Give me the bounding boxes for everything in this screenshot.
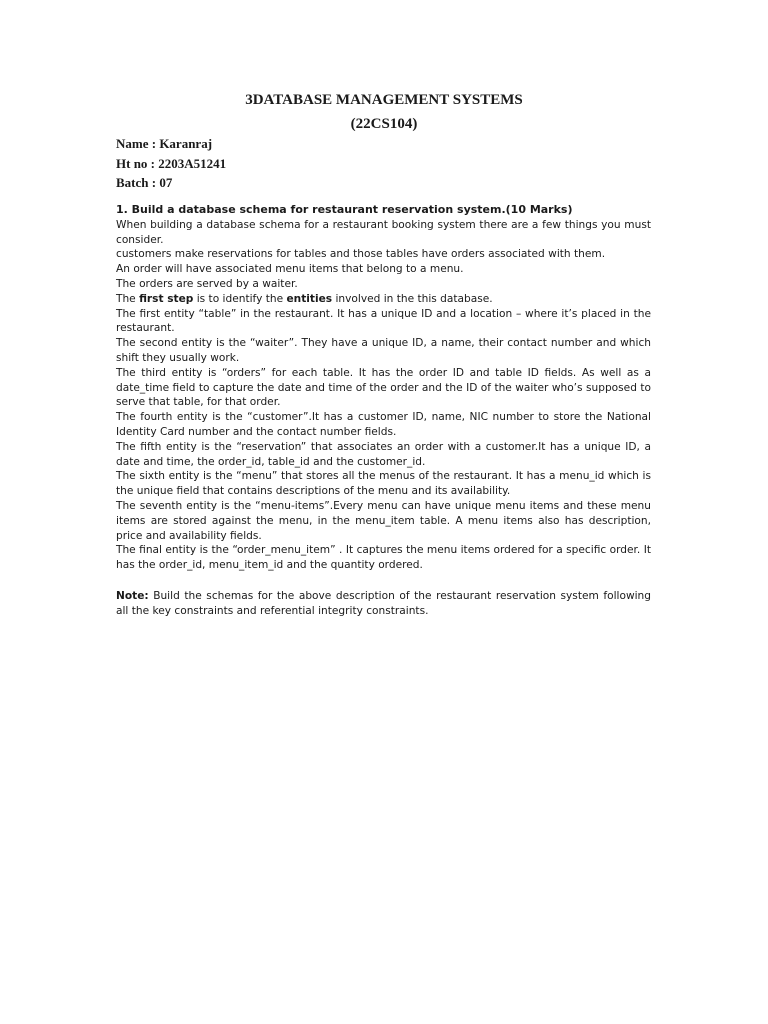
text-run: is to identify the xyxy=(193,292,287,305)
paragraph-entity-order-menu-item: The final entity is the “order_menu_item” . It captures the menu items ordered for a specific order. It has the order_id, menu_item_id and the quantity ordered. xyxy=(116,544,651,572)
note-label: Note: xyxy=(116,589,149,602)
paragraph: The orders are served by a waiter. xyxy=(116,277,298,290)
paragraph-entity-waiter: The second entity is the “waiter”. They have a unique ID, a name, their contact number and which shift they usually work. xyxy=(116,337,651,364)
bold-first-step: first step xyxy=(139,292,194,305)
question-heading: 1. Build a database schema for restaurant reservation system.(10 Marks) xyxy=(116,203,573,216)
course-code: (22CS104) xyxy=(350,116,418,132)
question-body xyxy=(116,203,651,619)
paragraph-entity-menu-items: The seventh entity is the “menu-items”.Every menu can have unique menu items and these menu items are stored against the menu, in the menu_item table. A menu items also has description, price and availability fields. xyxy=(116,499,651,542)
paragraph-entity-customer: The fourth entity is the “customer”.It has a customer ID, name, NIC number to store the National Identity Card number and the contact number fields. xyxy=(116,411,651,438)
paragraph: When building a database schema for a restaurant booking system there are a few things you must consider. xyxy=(116,218,651,246)
student-name: Name : Karanraj xyxy=(116,136,213,151)
paragraph: An order will have associated menu items that belong to a menu. xyxy=(116,263,464,276)
paragraph-entity-table: The first entity “table” in the restaurant. It has a unique ID and a location – where it’s placed in the restaurant. xyxy=(116,307,651,335)
text-run: The xyxy=(116,292,140,305)
paragraph-entity-reservation: The fifth entity is the “reservation” that associates an order with a customer.It has a unique ID, a date and time, the order_id, table_id and the customer_id. xyxy=(116,440,651,468)
document-title: 3DATABASE MANAGEMENT SYSTEMS xyxy=(245,92,523,108)
student-batch: Batch : 07 xyxy=(116,175,173,190)
paragraph-entity-orders: The third entity is “orders” for each table. It has the order ID and table ID fields. As well as a date_time field to capture the date and time of the order and the ID of the waiter who’s supposed to serve that table, for that order. xyxy=(116,366,651,409)
paragraph: customers make reservations for tables and those tables have orders associated with them. xyxy=(116,248,606,261)
note-text: Build the schemas for the above description of the restaurant reservation system following all the key constraints and referential integrity constraints. xyxy=(116,589,651,617)
bold-entities: entities xyxy=(286,292,333,305)
paragraph-first-step xyxy=(116,292,651,307)
note-paragraph xyxy=(116,589,651,619)
student-ht-no: Ht no : 2203A51241 xyxy=(116,156,227,171)
text-run: involved in the this database. xyxy=(332,292,493,305)
paragraph-entity-menu: The sixth entity is the “menu” that stores all the menus of the restaurant. It has a menu_id which is the unique field that contains descriptions of the menu and its availability. xyxy=(116,470,651,498)
